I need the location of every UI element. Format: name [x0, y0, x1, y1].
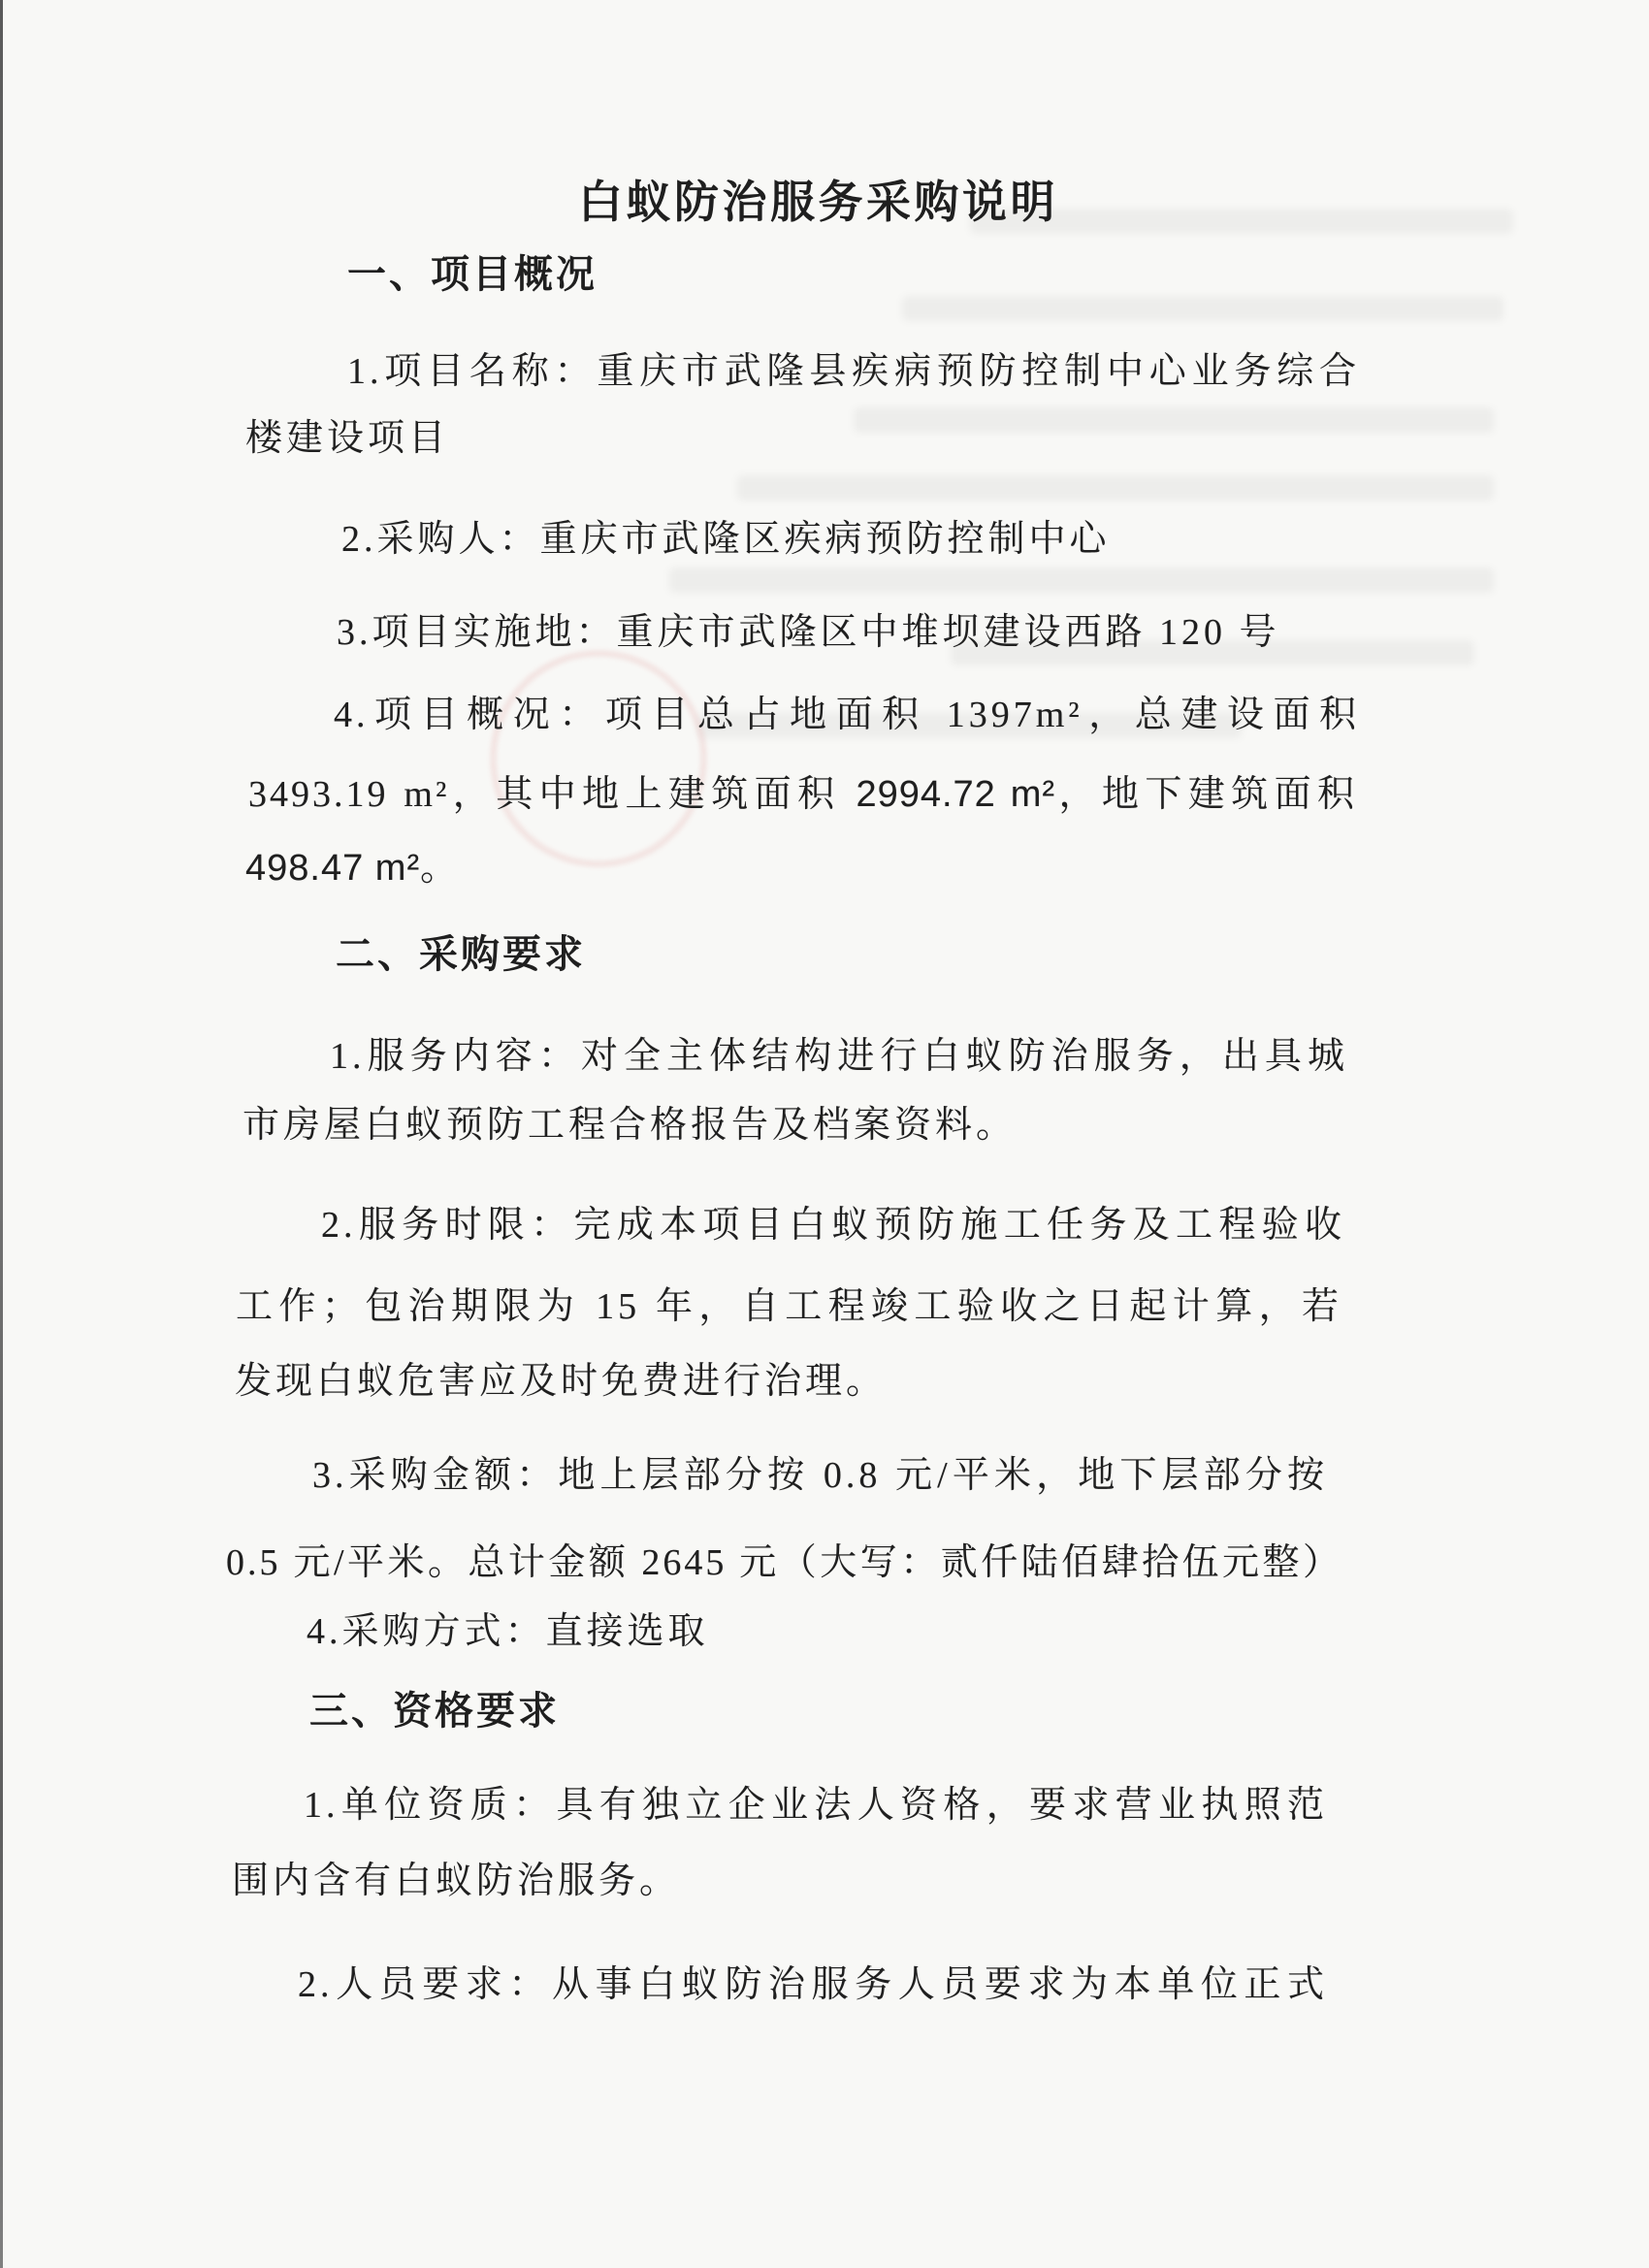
paragraph-line: 1.单位资质：具有独立企业法人资格，要求营业执照范 [304, 1785, 1328, 1826]
line-segment: 3493.19 m²，其中地上建筑面积 [248, 774, 857, 815]
paragraph-line: 3.采购金额：地上层部分按 0.8 元/平米，地下层部分按 [312, 1455, 1328, 1496]
paragraph-line: 2.服务时限：完成本项目白蚁预防施工任务及工程验收 [321, 1205, 1345, 1246]
paragraph-line: 1.服务内容：对全主体结构进行白蚁防治服务，出具城 [330, 1036, 1348, 1077]
paragraph-line: 工作；包治期限为 15 年，自工程竣工验收之日起计算，若 [236, 1286, 1342, 1327]
bleed-through-mark [854, 407, 1494, 433]
paragraph-line: 2.人员要求：从事白蚁防治服务人员要求为本单位正式 [298, 1964, 1328, 2005]
stamp-bleed-through [490, 650, 707, 867]
bleed-through-mark [669, 567, 1494, 593]
paragraph-line [245, 844, 461, 892]
area-value: 2994.72 m² [856, 774, 1056, 815]
paragraph-line: 围内含有白蚁防治服务。 [232, 1861, 681, 1901]
paragraph-line: 楼建设项目 [245, 418, 450, 459]
paragraph-line: 3.项目实施地：重庆市武隆区中堆坝建设西路 120 号 [337, 612, 1280, 653]
paragraph-line: 4.项目概况：项目总占地面积 1397m²，总建设面积 [334, 695, 1360, 735]
bleed-through-mark [902, 296, 1504, 321]
line-segment: ，地下建筑面积 [1055, 774, 1357, 815]
area-value: 498.47 m² [245, 848, 421, 889]
paragraph-line: 市房屋白蚁预防工程合格报告及档案资料。 [242, 1105, 1018, 1146]
section-heading: 二、采购要求 [336, 932, 586, 977]
paragraph-line: 4.采购方式：直接选取 [307, 1611, 709, 1652]
bleed-through-mark [737, 475, 1494, 501]
paragraph-line: 发现白蚁危害应及时免费进行治理。 [235, 1361, 888, 1402]
paragraph-line: 2.采购人：重庆市武隆区疾病预防控制中心 [341, 519, 1111, 560]
line-segment: 。 [420, 848, 462, 889]
section-heading: 一、项目概况 [347, 252, 598, 297]
scan-edge-shadow [0, 0, 3, 2268]
paragraph-line: 1.项目名称：重庆市武隆县疾病预防控制中心业务综合 [347, 351, 1360, 392]
paragraph-line: 0.5 元/平米。总计金额 2645 元（大写：贰仟陆佰肆拾伍元整） [226, 1542, 1342, 1583]
paragraph-line [248, 770, 1357, 819]
document-title: 白蚁防治服务采购说明 [578, 178, 1058, 227]
section-heading: 三、资格要求 [309, 1689, 560, 1733]
